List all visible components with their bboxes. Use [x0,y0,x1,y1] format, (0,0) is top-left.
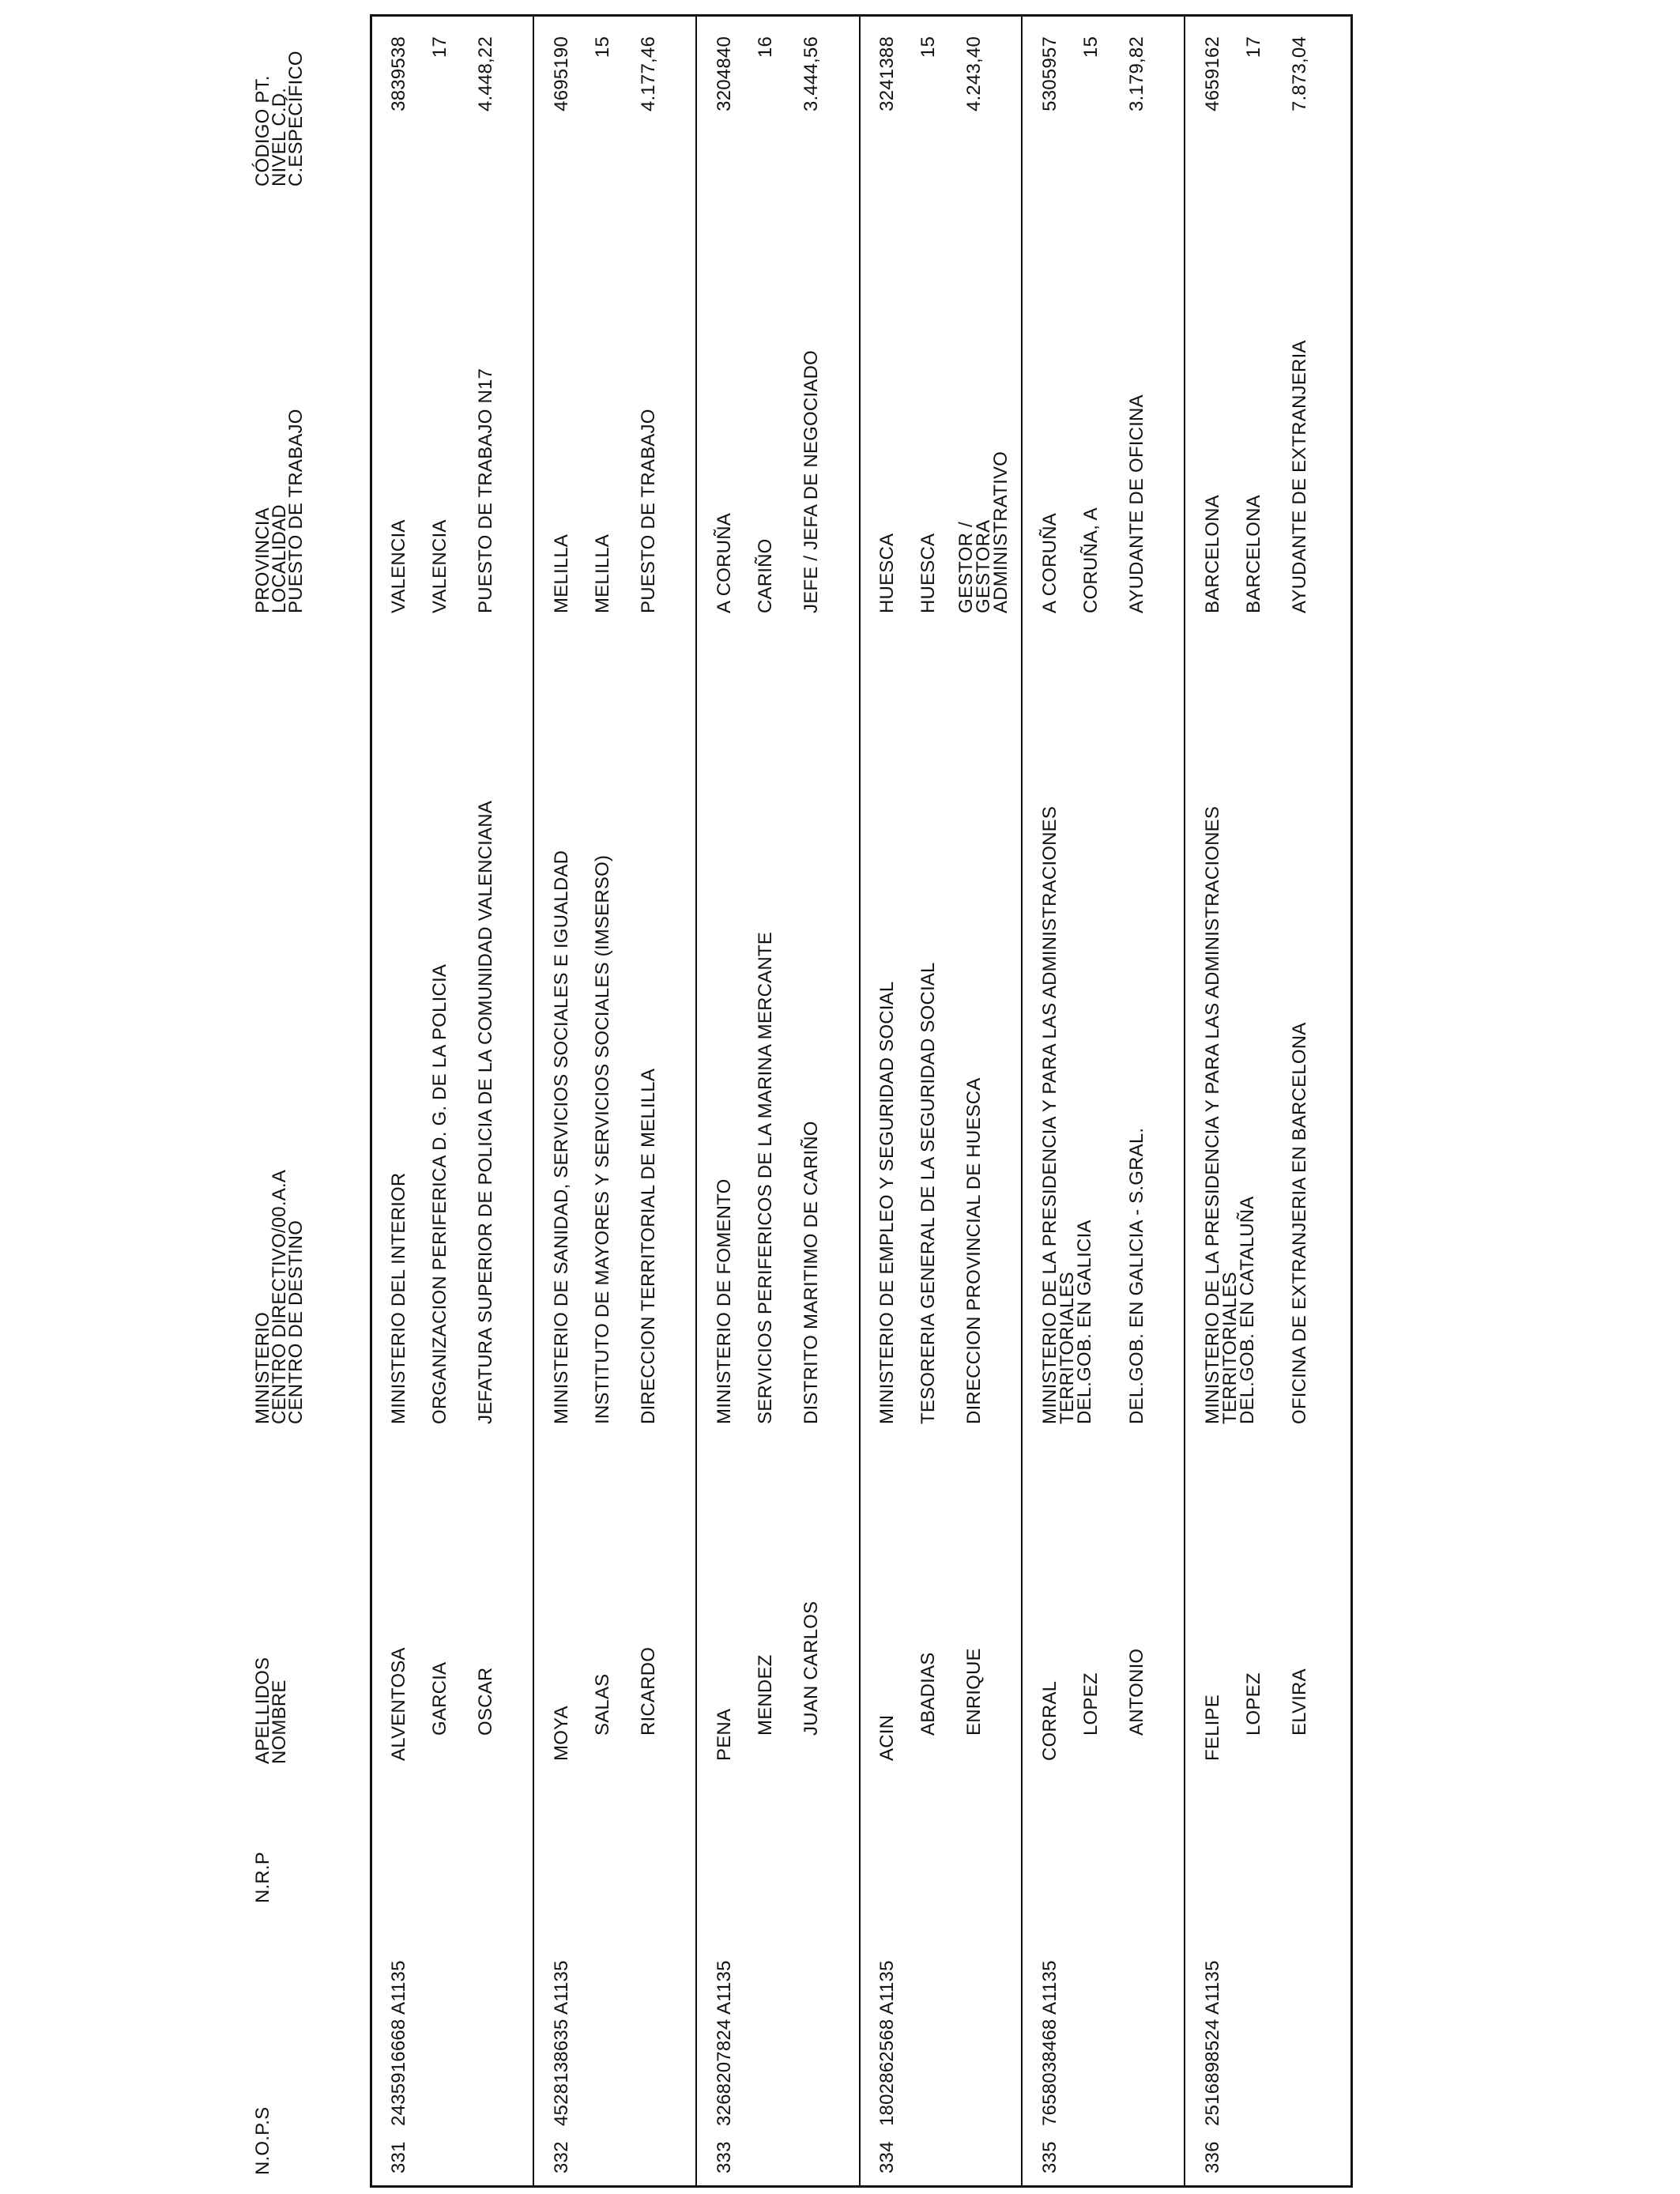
nops-value: 336 [1202,2141,1223,2173]
nivel-cd-value: 17 [1243,36,1264,58]
codigo-pt-value: 3204840 [714,36,735,111]
row-separator [1184,14,1185,2188]
row-separator [859,14,861,2188]
apellido1-value: CORRAL [1039,1680,1060,1761]
nombre-value: ANTONIO [1126,1648,1147,1736]
header-puesto: PUESTO DE TRABAJO [285,409,307,613]
c-especifico-value: 3.179,82 [1126,36,1147,112]
nops-value: 335 [1039,2141,1060,2173]
provincia-value: HUESCA [876,533,898,613]
centro-destino-value: JEFATURA SUPERIOR DE POLICIA DE LA COMUNIDAD VALENCIANA [475,801,496,1424]
localidad-value: CORUÑA, A [1080,507,1102,613]
centro-directivo-value: TESORERIA GENERAL DE LA SEGURIDAD SOCIAL [917,962,939,1424]
header-codigo-pt: CÓDIGO PT. [252,75,273,187]
nops-value: 331 [388,2141,409,2173]
centro-destino-value: DIRECCION PROVINCIAL DE HUESCA [963,1077,985,1424]
apellido2-value: ABADIAS [917,1652,939,1736]
ministerio-value: MINISTERIO DE LA PRESIDENCIA Y PARA LAS ADMINISTRACIONES TERRITORIALES [1039,805,1078,1424]
localidad-value: BARCELONA [1243,495,1264,613]
puesto-value: AYUDANTE DE EXTRANJERIA [1289,340,1310,613]
codigo-pt-value: 5305957 [1039,36,1060,111]
localidad-value: MELILLA [592,533,613,613]
header-nrp: N.R.P [252,1851,273,1903]
provincia-value: VALENCIA [388,519,409,613]
row-separator [695,14,697,2188]
centro-directivo-value: INSTITUTO DE MAYORES Y SERVICIOS SOCIALES (IMSERSO) [592,854,613,1424]
nrp-value: 1802862568 A1135 [876,1960,898,2126]
centro-directivo-value: SERVICIOS PERIFERICOS DE LA MARINA MERCANTE [755,932,776,1424]
provincia-value: MELILLA [551,533,572,613]
codigo-pt-value: 3241388 [876,36,898,111]
nrp-value: 4528138635 A1135 [551,1960,572,2126]
header-provincia: PROVINCIA [252,507,273,613]
nrp-value: 3268207824 A1135 [714,1960,735,2126]
nrp-value: 2435916668 A1135 [388,1960,409,2126]
header-nops: N.O.P.S [252,2106,273,2175]
nombre-value: ELVIRA [1289,1668,1310,1736]
nops-value: 333 [714,2141,735,2173]
nivel-cd-value: 16 [755,36,776,58]
ministerio-value: MINISTERIO DE LA PRESIDENCIA Y PARA LAS ADMINISTRACIONES TERRITORIALES [1202,805,1241,1424]
apellido1-value: PENA [714,1708,735,1761]
centro-destino-value: OFICINA DE EXTRANJERIA EN BARCELONA [1289,1022,1310,1424]
apellido2-value: SALAS [592,1673,613,1736]
provincia-value: BARCELONA [1202,495,1223,613]
header-centro-directivo: CENTRO DIRECTIVO/00.A.A [269,1170,290,1424]
nops-value: 334 [876,2141,898,2173]
codigo-pt-value: 3839538 [388,36,409,111]
nrp-value: 2516898524 A1135 [1202,1960,1223,2126]
nombre-value: JUAN CARLOS [800,1600,822,1736]
ministerio-value: MINISTERIO DE FOMENTO [714,1178,735,1424]
header-nivel-cd: NIVEL C.D. [269,87,290,187]
apellido1-value: ALVENTOSA [388,1647,409,1761]
nombre-value: OSCAR [475,1667,496,1736]
centro-destino-value: DEL.GOB. EN GALICIA - S.GRAL. [1126,1127,1147,1424]
header-nombre: NOMBRE [269,1679,290,1764]
nops-value: 332 [551,2141,572,2173]
c-especifico-value: 7.873,04 [1289,36,1310,112]
row-separator [533,14,534,2188]
puesto-value: PUESTO DE TRABAJO N17 [475,368,496,613]
localidad-value: HUESCA [917,533,939,613]
ministerio-value: MINISTERIO DE SANIDAD, SERVICIOS SOCIALES E IGUALDAD [551,850,572,1424]
header-ministerio: MINISTERIO [252,1311,273,1424]
c-especifico-value: 3.444,56 [800,36,822,112]
header-centro-destino: CENTRO DE DESTINO [285,1220,307,1424]
puesto-value: AYUDANTE DE OFICINA [1126,394,1147,613]
centro-directivo-value: DEL.GOB. EN CATALUÑA [1237,1196,1258,1424]
centro-directivo-value: DEL.GOB. EN GALICIA [1074,1220,1095,1424]
nivel-cd-value: 17 [429,36,450,58]
centro-destino-value: DIRECCION TERRITORIAL DE MELILLA [638,1068,659,1424]
apellido2-value: GARCIA [429,1661,450,1736]
c-especifico-value: 4.243,40 [963,36,985,112]
localidad-value: VALENCIA [429,519,450,613]
puesto-value: JEFE / JEFA DE NEGOCIADO [800,350,822,613]
apellido2-value: MENDEZ [755,1654,776,1736]
header-localidad: LOCALIDAD [269,504,290,613]
nrp-value: 7658038468 A1135 [1039,1960,1060,2126]
codigo-pt-value: 4695190 [551,36,572,111]
nivel-cd-value: 15 [592,36,613,58]
centro-directivo-value: ORGANIZACION PERIFERICA D. G. DE LA POLICIA [429,963,450,1424]
ministerio-value: MINISTERIO DEL INTERIOR [388,1172,409,1424]
c-especifico-value: 4.448,22 [475,36,496,112]
puesto-value: PUESTO DE TRABAJO [638,409,659,613]
puesto-value: GESTOR / GESTORA ADMINISTRATIVO [955,450,1011,613]
nombre-value: ENRIQUE [963,1648,985,1736]
codigo-pt-value: 4659162 [1202,36,1223,111]
apellido1-value: MOYA [551,1706,572,1761]
apellido1-value: FELIPE [1202,1695,1223,1761]
provincia-value: A CORUÑA [1039,513,1060,613]
header-c-especifico: C.ESPECÍFICO [285,51,307,187]
c-especifico-value: 4.177,46 [638,36,659,112]
nivel-cd-value: 15 [1080,36,1102,58]
centro-destino-value: DISTRITO MARITIMO DE CARIÑO [800,1121,822,1424]
header-apellidos: APELLIDOS [252,1657,273,1764]
apellido1-value: ACIN [876,1714,898,1761]
row-separator [1021,14,1023,2188]
localidad-value: CARIÑO [755,538,776,613]
ministerio-value: MINISTERIO DE EMPLEO Y SEGURIDAD SOCIAL [876,981,898,1424]
nivel-cd-value: 15 [917,36,939,58]
nombre-value: RICARDO [638,1646,659,1736]
apellido2-value: LOPEZ [1243,1672,1264,1736]
provincia-value: A CORUÑA [714,513,735,613]
apellido2-value: LOPEZ [1080,1672,1102,1736]
